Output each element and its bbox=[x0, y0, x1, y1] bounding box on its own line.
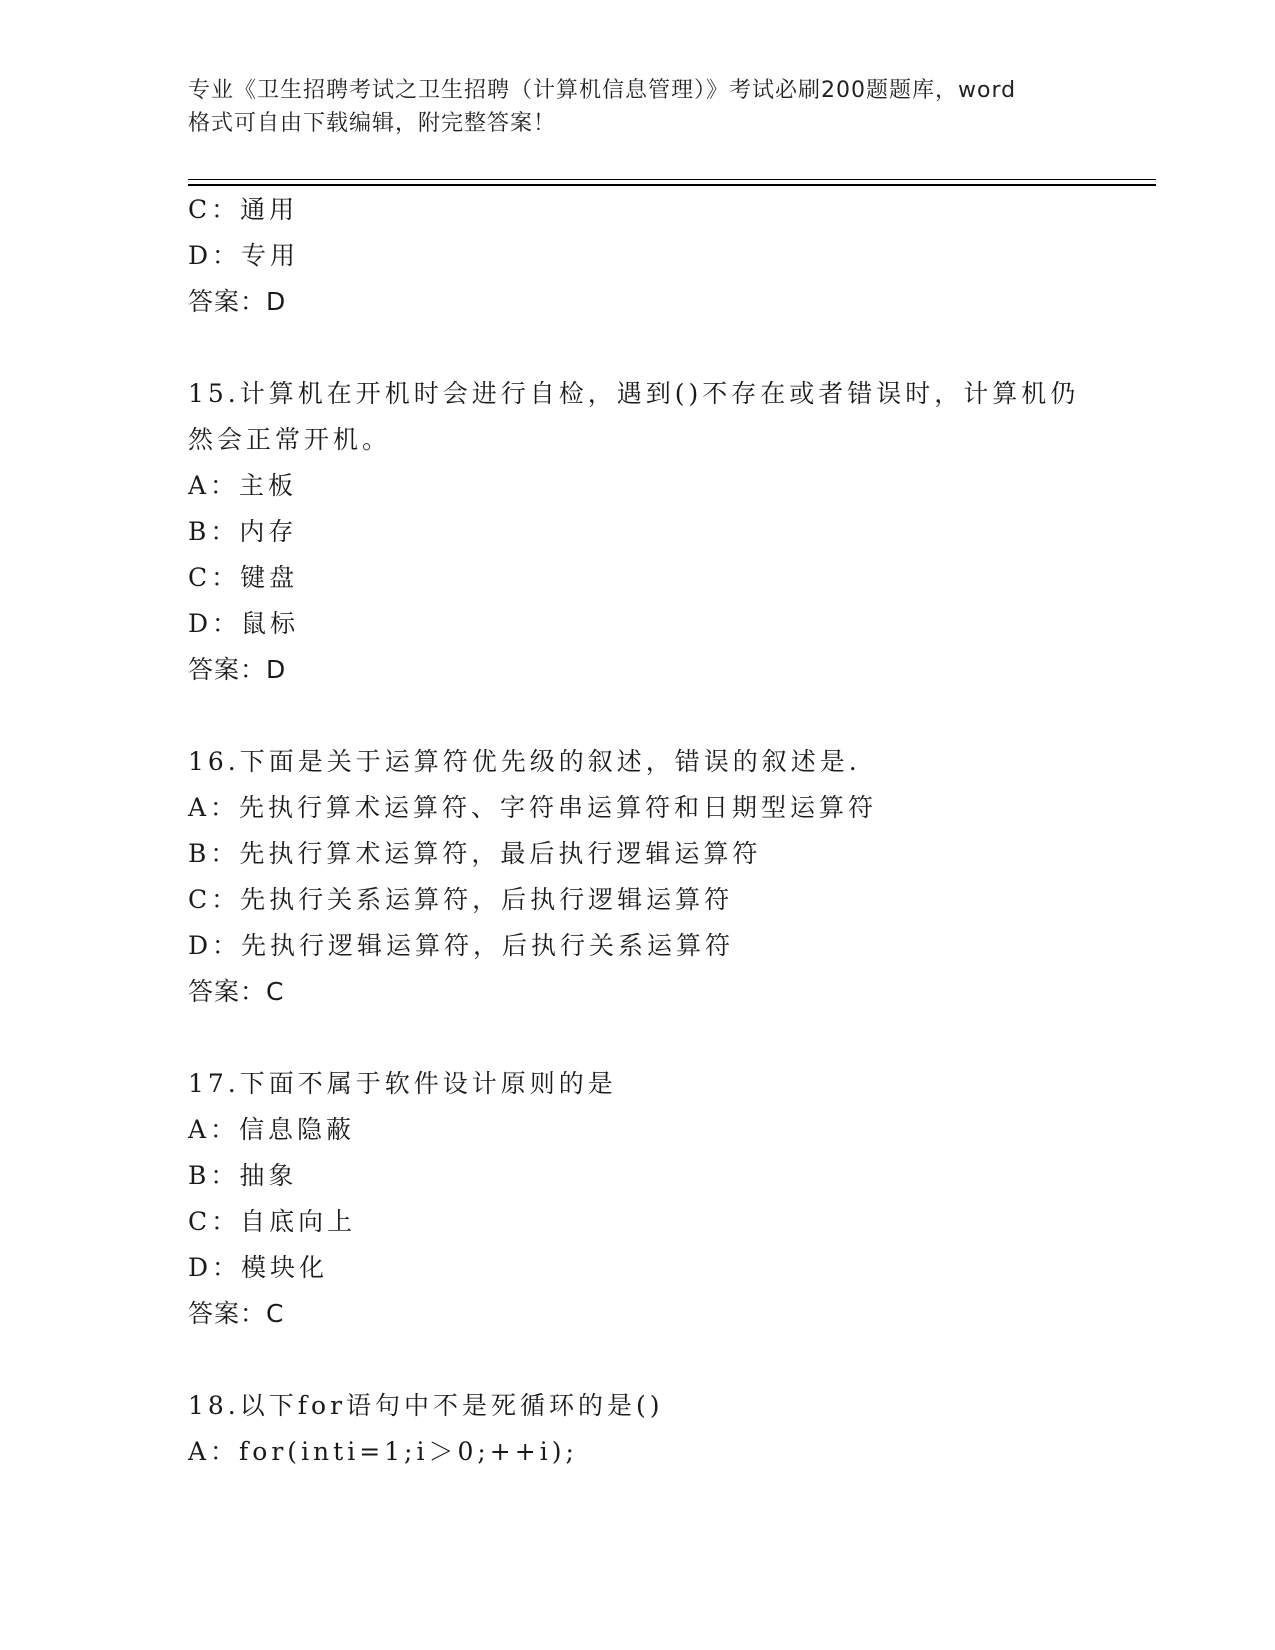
question-block-16 bbox=[188, 739, 1148, 1015]
question-block-17 bbox=[188, 1061, 1148, 1337]
header-line-1: 专业《卫生招聘考试之卫生招聘（计算机信息管理）》考试必刷200题题库，word bbox=[188, 78, 1017, 103]
option-line: B：抽象 bbox=[188, 1161, 298, 1190]
option-line: A：主板 bbox=[188, 471, 298, 500]
header-rule-thin bbox=[188, 179, 1156, 180]
option-line: A：先执行算术运算符、字符串运算符和日期型运算符 bbox=[188, 793, 878, 822]
question-stem-line: 18.以下for语句中不是死循环的是() bbox=[188, 1391, 664, 1420]
option-line: D：模块化 bbox=[188, 1253, 329, 1282]
question-stem-line: 15.计算机在开机时会进行自检，遇到()不存在或者错误时，计算机仍 bbox=[188, 379, 1080, 408]
answer-line: 答案：C bbox=[188, 1299, 285, 1328]
option-line: B：内存 bbox=[188, 517, 298, 546]
option-line: B：先执行算术运算符，最后执行逻辑运算符 bbox=[188, 839, 762, 868]
option-line: C：键盘 bbox=[188, 563, 299, 592]
option-line: D：专用 bbox=[188, 241, 300, 270]
question-block-15 bbox=[188, 371, 1148, 693]
spacer bbox=[188, 1015, 1148, 1061]
header-line-2: 格式可自由下载编辑，附完整答案！ bbox=[188, 111, 557, 136]
spacer bbox=[188, 325, 1148, 371]
option-line: D：先执行逻辑运算符，后执行关系运算符 bbox=[188, 931, 735, 960]
option-line: C：先执行关系运算符，后执行逻辑运算符 bbox=[188, 885, 734, 914]
answer-line: 答案：C bbox=[188, 977, 285, 1006]
question-block-18 bbox=[188, 1383, 1148, 1475]
spacer bbox=[188, 693, 1148, 739]
question-stem-line: 16.下面是关于运算符优先级的叙述，错误的叙述是. bbox=[188, 747, 861, 776]
question-list bbox=[188, 187, 1148, 1475]
question-stem-line: 17.下面不属于软件设计原则的是 bbox=[188, 1069, 617, 1098]
option-line: C：自底向上 bbox=[188, 1207, 357, 1236]
question-stem-line: 然会正常开机。 bbox=[188, 425, 392, 454]
answer-line: 答案：D bbox=[188, 655, 287, 684]
spacer bbox=[188, 1337, 1148, 1383]
option-line: C：通用 bbox=[188, 195, 299, 224]
question-block-14-tail bbox=[188, 187, 1148, 325]
option-line: A：for(inti=1;i＞0;++i); bbox=[188, 1437, 578, 1466]
answer-line: 答案：D bbox=[188, 287, 287, 316]
option-line: A：信息隐蔽 bbox=[188, 1115, 356, 1144]
header-rule-thick bbox=[188, 184, 1156, 186]
document-header bbox=[188, 74, 1088, 140]
option-line: D：鼠标 bbox=[188, 609, 300, 638]
